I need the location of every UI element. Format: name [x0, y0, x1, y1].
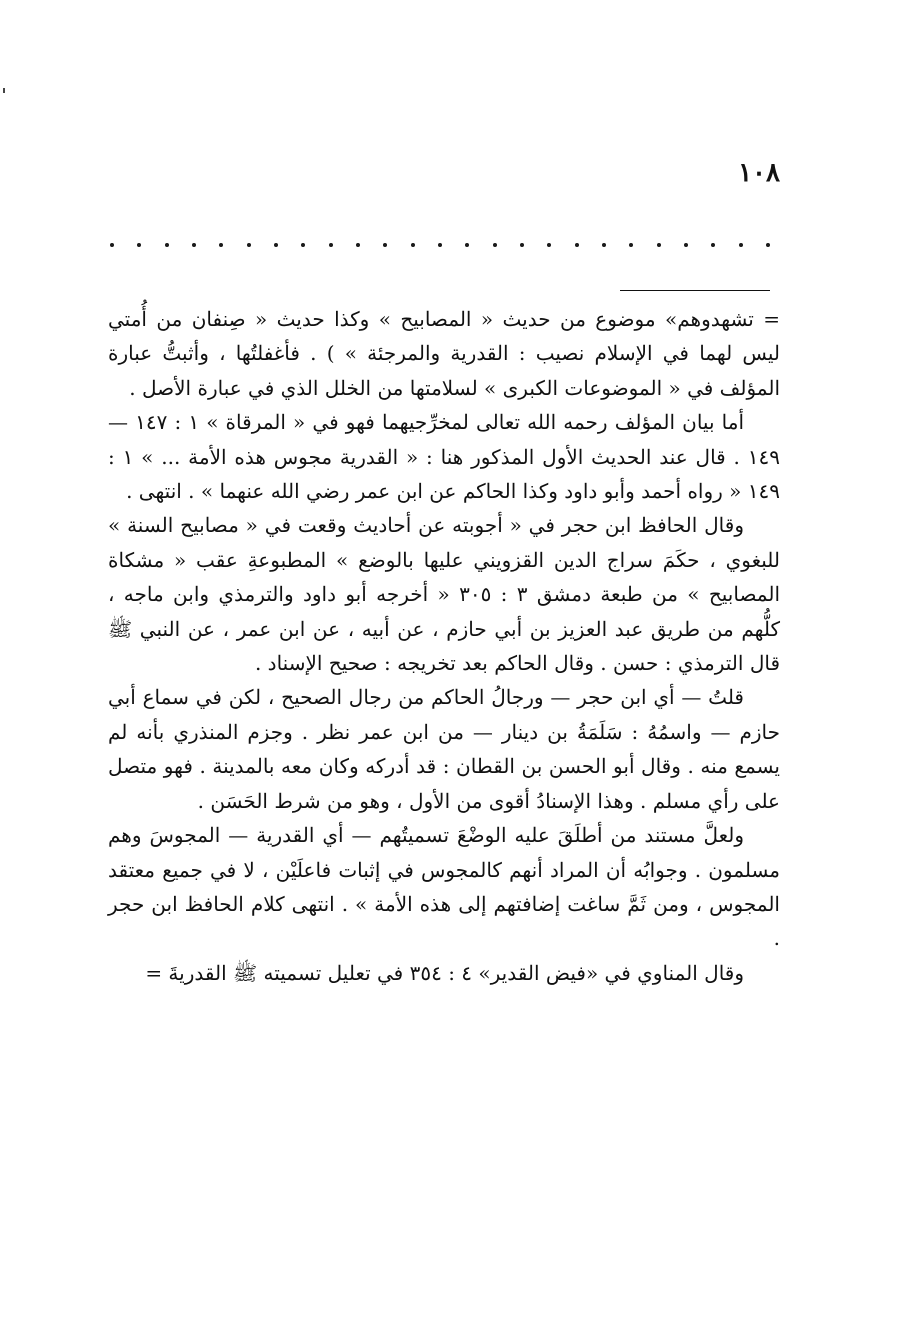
separator-dot [438, 243, 442, 247]
separator-dot [219, 243, 223, 247]
separator-dot [329, 243, 333, 247]
separator-dot [411, 243, 415, 247]
separator-dot [602, 243, 606, 247]
separator-dot [657, 243, 661, 247]
separator-dot [137, 243, 141, 247]
separator-dot [739, 243, 743, 247]
separator-dot [383, 243, 387, 247]
separator-dot [356, 243, 360, 247]
separator-dot [465, 243, 469, 247]
separator-dot [575, 243, 579, 247]
separator-dot [766, 243, 770, 247]
separator-dot [274, 243, 278, 247]
paragraph-munawi: وقال المناوي في «فيض القدير» ٤ : ٣٥٤ في تعليل تسميته ﷺ القدريةَ = [145, 960, 744, 985]
page-number: ١٠٨ [738, 158, 780, 188]
separator-dot [547, 243, 551, 247]
page-edge-mark [3, 88, 5, 93]
separator-dot [110, 243, 114, 247]
paragraph-continuation: = تشهدوهم» موضوع من حديث « المصابيح » وكذا حديث « صِنفان من أُمتي ليس لهما في الإسلام نصيب : القدرية والمرجئة » ) . فأغفلتُها ، وأثبتُّ عبارة المؤلف في « الموضوعات الكبرى » لسلامتها من الخلل الذي في عبارة الأصل . [108, 307, 780, 400]
separator-dot [493, 243, 497, 247]
separator-dot [711, 243, 715, 247]
separator-dot [520, 243, 524, 247]
separator-dot [192, 243, 196, 247]
separator-dot [629, 243, 633, 247]
paragraph-qultu: قلتُ — أي ابن حجر — ورجالُ الحاكم من رجال الصحيح ، لكن في سماع أبي حازم — واسمُهُ : سَلَمَةُ بن دينار — من ابن عمر نظر . وجزم المنذري بأنه لم يسمع منه . وقال أبو الحسن بن القطان : قد أدركه وكان معه بالمدينة . فهو متصل على رأي مسلم . وهذا الإسنادُ أقوى من الأول ، وهو من شرط الحَسَن . [108, 685, 780, 813]
paragraph-la-alla: ولعلَّ مستند من أطلَقَ عليه الوضْعَ تسميتُهم — أي القدرية — المجوسَ وهم مسلمون . وجوابُه أن المراد أنهم كالمجوس في إثبات فاعلَيْن ، لا في جميع معتقد المجوس ، ومن ثَمَّ ساغت إضافتهم إلى هذه الأمة » . انتهى كلام الحافظ ابن حجر . [108, 823, 780, 951]
footnote-body [108, 302, 780, 990]
separator-dot [165, 243, 169, 247]
footnote-rule [620, 290, 770, 291]
paragraph-ibn-hajar: وقال الحافظ ابن حجر في « أجوبته عن أحاديث وقعت في « مصابيح السنة » للبغوي ، حكَمَ سراج الدين القزويني عليها بالوضع » المطبوعةِ عقب « مشكاة المصابيح » من طبعة دمشق ٣ : ٣٠٥ « أخرجه أبو داود والترمذي وابن ماجه ، كلُّهم من طريق عبد العزيز بن أبي حازم ، عن أبيه ، عن ابن عمر ، عن النبي ﷺ قال الترمذي : حسن . وقال الحاكم بعد تخريجه : صحيح الإسناد . [108, 513, 781, 676]
separator-dot [301, 243, 305, 247]
separator-dot [247, 243, 251, 247]
dotted-separator [110, 236, 770, 254]
separator-dot [684, 243, 688, 247]
paragraph-mirqat: أما بيان المؤلف رحمه الله تعالى لمخرِّجيهما فهو في « المرقاة » ١ : ١٤٧ — ١٤٩ . قال عند الحديث الأول المذكور هنا : « القدرية مجوس هذه الأمة ... » ١ : ١٤٩ « رواه أحمد وأبو داود وكذا الحاكم عن ابن عمر رضي الله عنهما » . انتهى . [108, 410, 780, 504]
